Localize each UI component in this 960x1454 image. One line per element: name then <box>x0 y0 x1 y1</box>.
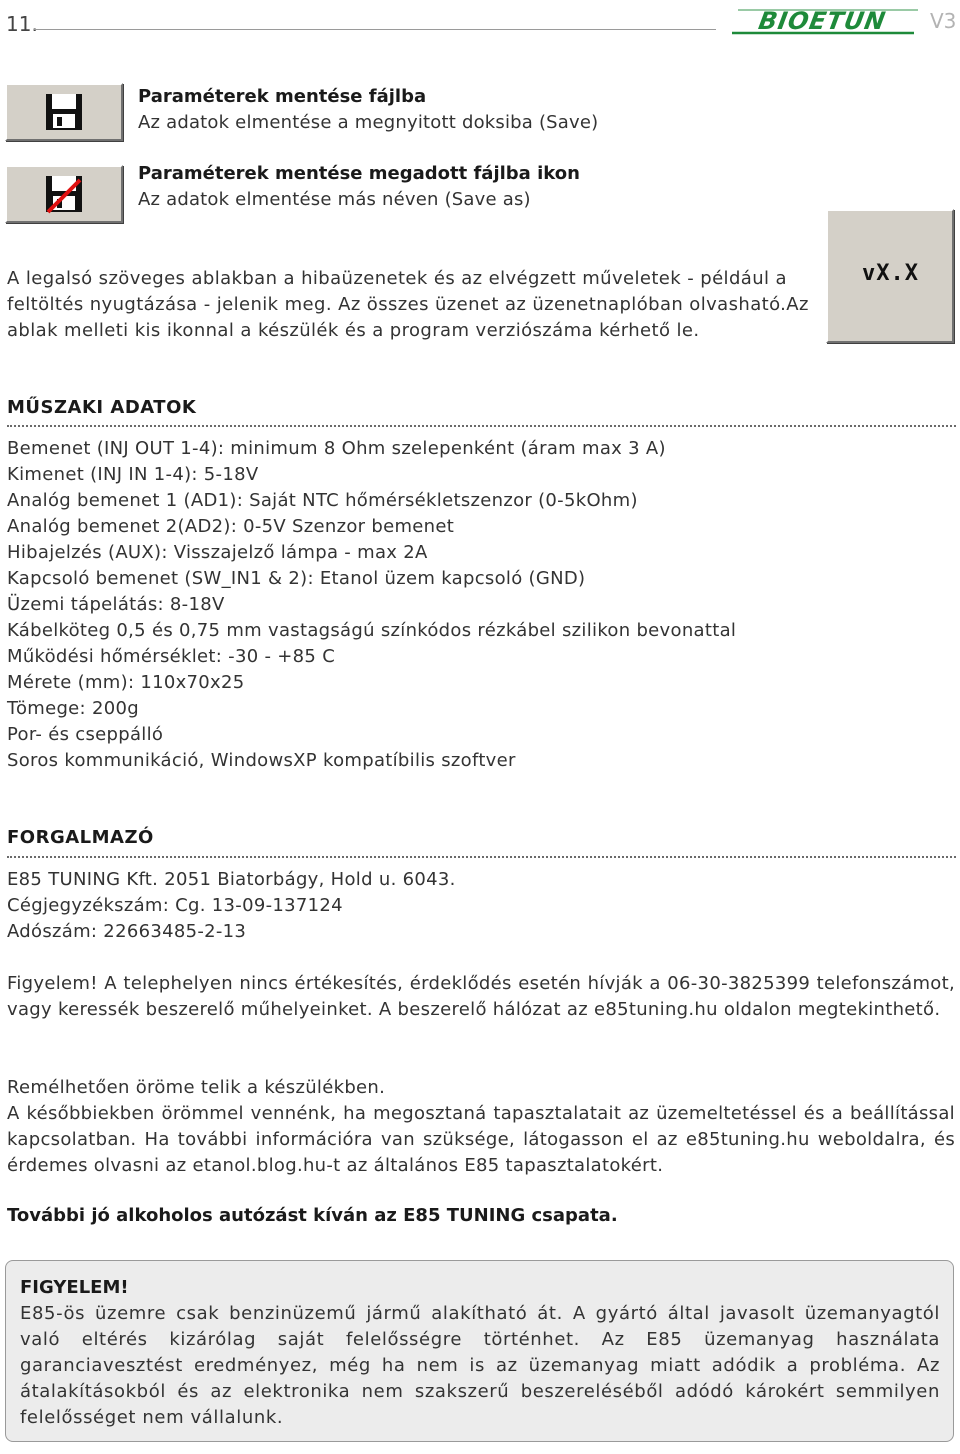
version-button[interactable] <box>826 209 954 343</box>
spec-item: Analóg bemenet 2(AD2): 0-5V Szenzor bemenet <box>7 516 455 537</box>
save-title: Paraméterek mentése fájlba <box>138 86 427 107</box>
spec-item: Por- és cseppálló <box>7 724 164 745</box>
warning-title: FIGYELEM! <box>20 1277 129 1298</box>
spec-item: Kapcsoló bemenet (SW_IN1 & 2): Etanol üzem kapcsoló (GND) <box>7 568 586 589</box>
distributor-divider <box>7 856 956 858</box>
version-label: V3 <box>930 9 957 33</box>
specs-list <box>7 436 947 774</box>
spec-item: Tömege: 200g <box>7 698 139 719</box>
brand-logo <box>728 6 922 36</box>
warning-box <box>5 1260 954 1442</box>
distributor-registration: Cégjegyzékszám: Cg. 13-09-137124 <box>7 895 343 916</box>
specs-heading: MŰSZAKI ADATOK <box>7 397 197 418</box>
distributor-info <box>7 867 947 945</box>
brand-logo-text: BIOETUN <box>756 7 889 35</box>
version-button-label: vX.X <box>862 261 919 286</box>
distributor-heading: FORGALMAZÓ <box>7 827 154 848</box>
specs-divider <box>7 425 956 427</box>
floppy-disk-icon <box>44 92 84 132</box>
save-as-button[interactable] <box>5 165 123 223</box>
spec-item: Üzemi tápelátás: 8-18V <box>7 594 225 615</box>
spec-item: Kábelköteg 0,5 és 0,75 mm vastagságú színkódos rézkábel szilikon bevonattal <box>7 620 737 641</box>
save-description: Az adatok elmentése a megnyitott doksiba (Save) <box>138 112 599 133</box>
spec-item: Hibajelzés (AUX): Visszajelző lámpa - max 2A <box>7 542 428 563</box>
spec-item: Soros kommunikáció, WindowsXP kompatíbilis szoftver <box>7 750 516 771</box>
save-as-title: Paraméterek mentése megadott fájlba ikon <box>138 163 580 184</box>
warning-text: E85-ös üzemre csak benzinüzemű jármű alakítható át. A gyártó által javasolt üzemanyagtól való eltérés kizárólag saját felelősségre történhet. Az E85 üzemanyag használata garanciavesztést eredményez, még ha nem is az üzemanyag miatt adódik a probléma. Az átalakításokból és az elektronika nem szakszerű beszereléséből adódó károkért semmilyen felelősséget nem vállalunk. <box>20 1303 940 1428</box>
distributor-address: E85 TUNING Kft. 2051 Biatorbágy, Hold u. 6043. <box>7 869 456 890</box>
intro-paragraph: A legalsó szöveges ablakban a hibaüzenetek és az elvégzett műveletek - például a feltöltés nyugtázása - jelenik meg. Az összes üzenet az üzenetnaplóban olvasható.Az ablak melleti kis ikonnal a készülék és a program verziószáma kérhető le. <box>7 268 809 341</box>
save-as-description: Az adatok elmentése más néven (Save as) <box>138 189 531 210</box>
closing-section <box>7 1075 955 1179</box>
save-button[interactable] <box>5 83 123 141</box>
spec-item: Bemenet (INJ OUT 1-4): minimum 8 Ohm szelepenként (áram max 3 A) <box>7 438 666 459</box>
spec-item: Kimenet (INJ IN 1-4): 5-18V <box>7 464 259 485</box>
farewell-line: További jó alkoholos autózást kíván az E85 TUNING csapata. <box>7 1205 618 1226</box>
floppy-disk-red-slash-icon <box>44 174 84 214</box>
header-rule <box>34 29 716 30</box>
spec-item: Mérete (mm): 110x70x25 <box>7 672 245 693</box>
notice-paragraph: Figyelem! A telephelyen nincs értékesítés, érdeklődés esetén hívják a 06-30-3825399 telefonszámot, vagy keressék beszerelő műhelyeinket. A beszerelő hálózat az e85tuning.hu oldalon megtekinthető. <box>7 973 955 1020</box>
spec-item: Analóg bemenet 1 (AD1): Saját NTC hőmérsékletszenzor (0-5kOhm) <box>7 490 638 511</box>
closing-paragraph: A későbbiekben örömmel vennénk, ha megosztaná tapasztalatait az üzemeltetéssel és a beállítással kapcsolatban. Ha további információra van szüksége, látogasson el az e85tuning.hu weboldalra, és érdemes olvasni az etanol.blog.hu-t az általános E85 tapasztalatokért. <box>7 1103 955 1176</box>
closing-line: Remélhetően öröme telik a készülékben. <box>7 1077 386 1098</box>
distributor-tax-number: Adószám: 22663485-2-13 <box>7 921 247 942</box>
page-number: 11. <box>6 12 38 36</box>
spec-item: Működési hőmérséklet: -30 - +85 C <box>7 646 336 667</box>
